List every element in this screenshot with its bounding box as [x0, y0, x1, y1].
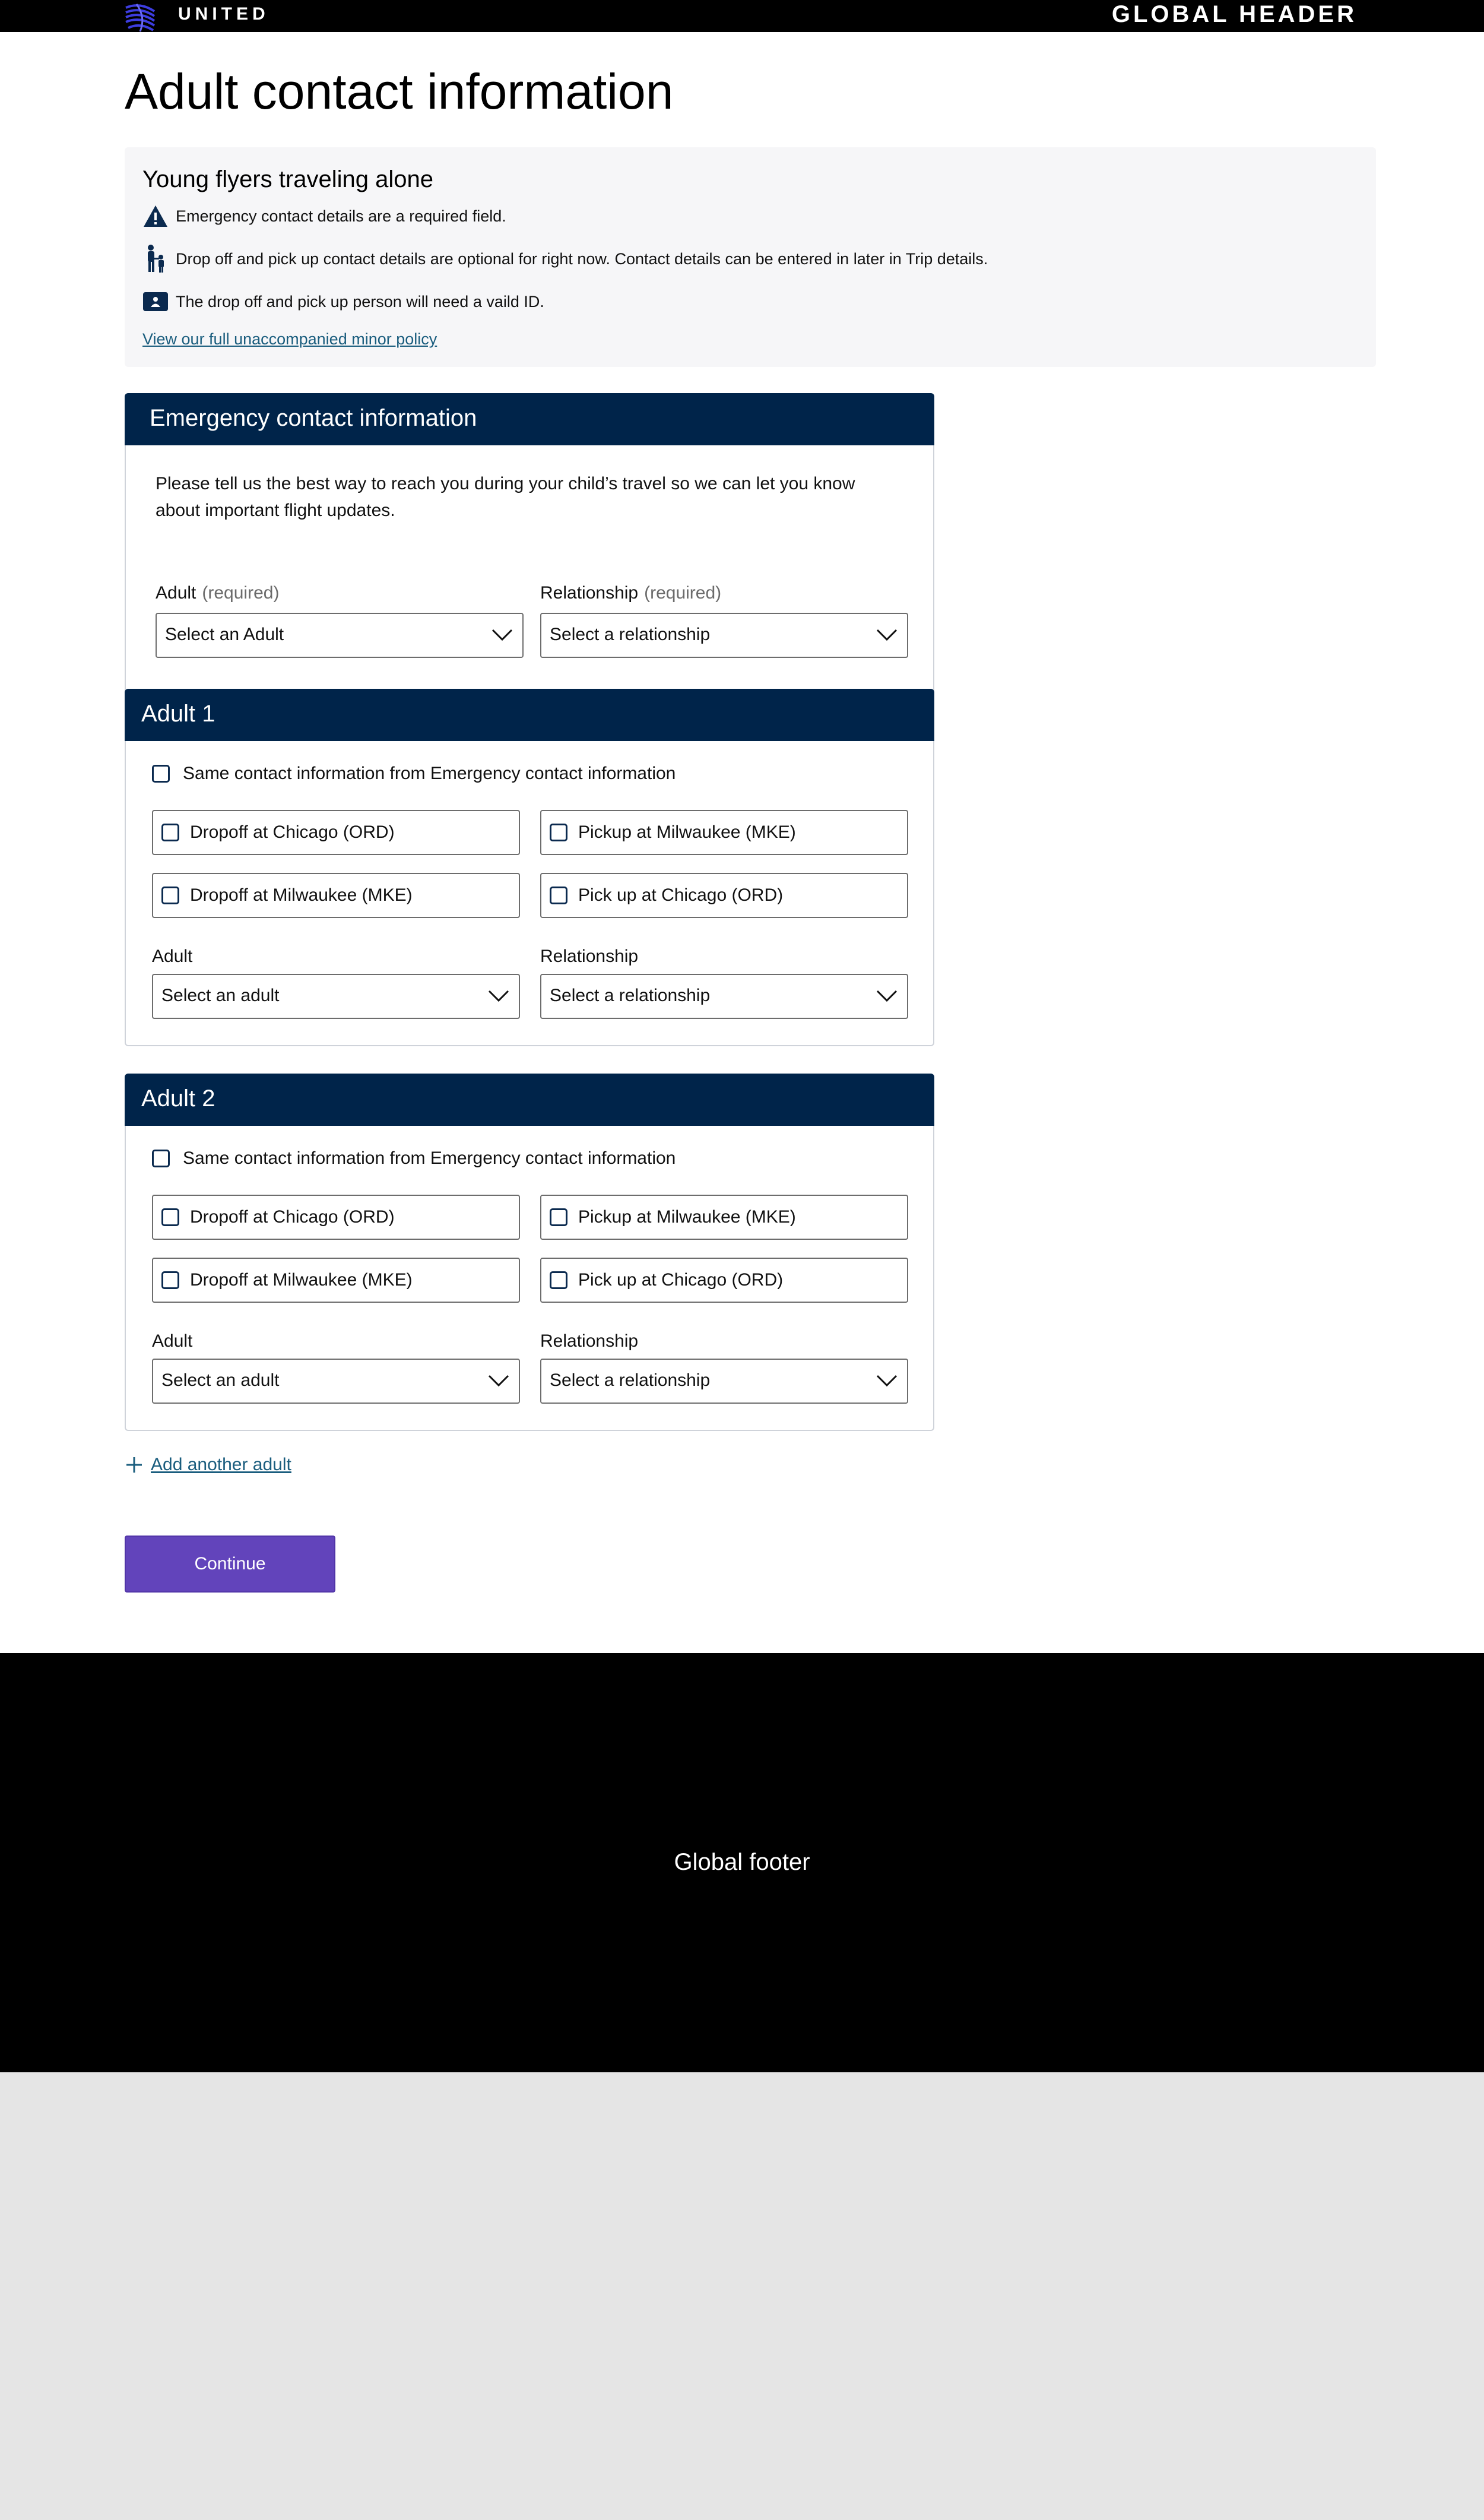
unaccompanied-minor-policy-link[interactable]: View our full unaccompanied minor policy [142, 330, 437, 348]
required-indicator: (required) [202, 583, 280, 603]
united-globe-logo-icon[interactable] [125, 2, 156, 33]
checkbox-box[interactable] [152, 1150, 170, 1167]
adult-2-card [125, 1074, 934, 1431]
id-card-icon [142, 289, 169, 315]
same-contact-checkbox[interactable] [152, 764, 676, 784]
relationship-label: Relationship [540, 1331, 639, 1351]
option-label: Pick up at Chicago (ORD) [578, 885, 784, 905]
same-contact-checkbox[interactable] [152, 1148, 676, 1169]
notice-item-text: Drop off and pick up contact details are optional for right now. Contact details can be entered in later in Trip details. [176, 249, 988, 268]
notice-title: Young flyers traveling alone [142, 166, 433, 192]
main-content [0, 32, 1484, 1653]
checkbox-box[interactable] [550, 887, 567, 904]
adult-label: Adult [152, 1331, 193, 1351]
relationship-label-text: Relationship [540, 583, 639, 603]
adult-label: Adult [152, 946, 193, 966]
chevron-down-icon [876, 1374, 898, 1387]
global-footer-text: Global footer [674, 1849, 810, 1875]
option-label: Dropoff at Milwaukee (MKE) [190, 1270, 413, 1290]
adult-2-adult-select[interactable] [152, 1359, 520, 1404]
pickup-milwaukee-option[interactable] [540, 1195, 908, 1240]
notice-item-text: The drop off and pick up person will need a vaild ID. [176, 292, 544, 311]
global-header [0, 0, 1484, 32]
add-another-adult-label: Add another adult [151, 1455, 291, 1474]
adult-2-relationship-select[interactable] [540, 1359, 908, 1404]
continue-button[interactable]: Continue [125, 1536, 335, 1593]
pickup-milwaukee-option[interactable] [540, 810, 908, 855]
adult-1-relationship-select[interactable] [540, 974, 908, 1019]
notice-item-text: Emergency contact details are a required field. [176, 207, 506, 225]
notice-item [142, 202, 506, 230]
emergency-contact-description: Please tell us the best way to reach you during your child’s travel so we can let you know about important flight updates. [156, 474, 855, 520]
emergency-contact-card [125, 393, 934, 695]
select-value: Select an Adult [165, 625, 284, 644]
option-label: Pick up at Chicago (ORD) [578, 1270, 784, 1290]
notice-box [125, 147, 1376, 367]
add-another-adult-link[interactable] [125, 1455, 291, 1475]
pickup-chicago-option[interactable] [540, 873, 908, 918]
chevron-down-icon [488, 1374, 509, 1387]
select-value: Select a relationship [550, 1370, 711, 1390]
checkbox-box[interactable] [161, 887, 179, 904]
warning-icon [142, 203, 169, 229]
same-contact-label: Same contact information from Emergency contact information [183, 764, 676, 783]
emergency-relationship-select[interactable] [540, 613, 908, 658]
emergency-relationship-label [540, 583, 721, 603]
global-footer [0, 1653, 1484, 2072]
pickup-chicago-option[interactable] [540, 1258, 908, 1303]
adult-label-text: Adult [156, 583, 196, 603]
checkbox-box[interactable] [550, 1208, 567, 1226]
option-label: Dropoff at Milwaukee (MKE) [190, 885, 413, 905]
chevron-down-icon [492, 628, 513, 641]
checkbox-box[interactable] [550, 824, 567, 841]
notice-item [142, 245, 988, 273]
emergency-adult-label [156, 583, 279, 603]
checkbox-box[interactable] [550, 1271, 567, 1289]
brand-name: UNITED [178, 4, 269, 24]
checkbox-box[interactable] [161, 1208, 179, 1226]
select-value: Select a relationship [550, 986, 711, 1005]
adult-1-card [125, 689, 934, 1046]
page-title: Adult contact information [125, 64, 674, 119]
notice-item [142, 287, 544, 316]
select-value: Select a relationship [550, 625, 711, 644]
emergency-contact-title: Emergency contact information [150, 405, 477, 431]
adult-1-header [125, 689, 934, 741]
dropoff-chicago-option[interactable] [152, 810, 520, 855]
select-value: Select an adult [161, 1370, 280, 1390]
chevron-down-icon [876, 628, 898, 641]
dropoff-milwaukee-option[interactable] [152, 1258, 520, 1303]
same-contact-label: Same contact information from Emergency contact information [183, 1148, 676, 1168]
option-label: Pickup at Milwaukee (MKE) [578, 822, 796, 842]
required-indicator: (required) [644, 583, 722, 603]
checkbox-box[interactable] [152, 765, 170, 783]
dropoff-milwaukee-option[interactable] [152, 873, 520, 918]
chevron-down-icon [488, 989, 509, 1002]
relationship-label: Relationship [540, 946, 639, 966]
option-label: Pickup at Milwaukee (MKE) [578, 1207, 796, 1227]
select-value: Select an adult [161, 986, 280, 1005]
dropoff-chicago-option[interactable] [152, 1195, 520, 1240]
adult-2-header [125, 1074, 934, 1126]
option-label: Dropoff at Chicago (ORD) [190, 822, 395, 842]
checkbox-box[interactable] [161, 824, 179, 841]
checkbox-box[interactable] [161, 1271, 179, 1289]
adult-1-adult-select[interactable] [152, 974, 520, 1019]
global-header-title: GLOBAL HEADER [1111, 1, 1357, 27]
adult-1-title: Adult 1 [141, 701, 215, 727]
plus-icon [125, 1455, 144, 1474]
adult-child-icon [142, 246, 169, 272]
emergency-adult-select[interactable] [156, 613, 524, 658]
emergency-contact-header [125, 393, 934, 445]
option-label: Dropoff at Chicago (ORD) [190, 1207, 395, 1227]
chevron-down-icon [876, 989, 898, 1002]
adult-2-title: Adult 2 [141, 1085, 215, 1112]
